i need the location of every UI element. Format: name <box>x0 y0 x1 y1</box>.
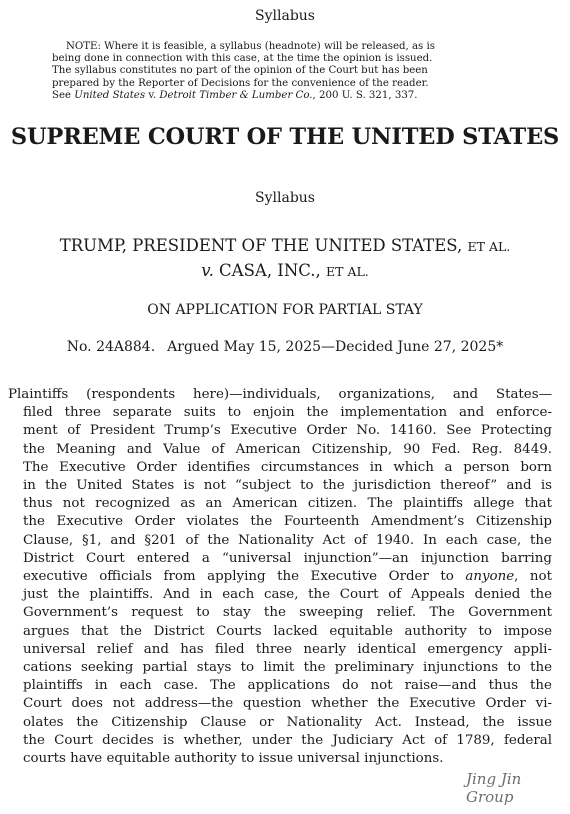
body-line-tail: , not <box>514 569 552 585</box>
petitioner: TRUMP, PRESIDENT OF THE UNITED STATES, <box>59 236 463 255</box>
caption-line-2 <box>0 259 570 284</box>
court-name: SUPREME COURT OF THE UNITED STATES <box>10 124 560 150</box>
note-citation <box>52 90 512 102</box>
body-line-head: executive officials from applying the Executive Order to <box>23 569 466 585</box>
emphasis-word: anyone <box>465 569 515 585</box>
et-al: ET AL. <box>326 264 369 279</box>
body-line: courts have equitable authority to issue universal injunctions. <box>23 751 444 767</box>
docket-line <box>0 339 570 355</box>
body-line: plaintiffs in each case. The applications do not raise—and thus the <box>23 678 552 694</box>
note-line: prepared by the Reporter of Decisions for the convenience of the reader. <box>52 77 429 89</box>
body-line: filed three separate suits to enjoin the implementation and enforce- <box>23 405 552 421</box>
headnote-notice <box>52 41 512 102</box>
note-line: The syllabus constitutes no part of the opinion of the Court but has been <box>52 65 428 77</box>
body-line: argues that the District Courts lacked equitable authority to impose <box>23 623 552 639</box>
body-line: the Meaning and Value of American Citizenship, 90 Fed. Reg. 8449. <box>23 441 552 457</box>
body-line: Court does not address—the question whether the Executive Order vi- <box>23 696 552 712</box>
syllabus-body <box>8 386 552 768</box>
body-line: Plaintiffs (respondents here)—individuals, organizations, and States— <box>8 387 552 402</box>
citation-suffix: , 200 U. S. 321, 337. <box>312 89 418 101</box>
body-line: thus not recognized as an American citizen. The plaintiffs allege that <box>23 496 552 512</box>
body-line: Clause, §1, and §201 of the Nationality Act of 1940. In each case, the <box>23 532 552 548</box>
body-line-mixed <box>8 568 552 586</box>
case-caption <box>0 234 570 284</box>
body-line: just the plaintiffs. And in each case, the Court of Appeals denied the <box>23 587 552 603</box>
body-line: District Court entered a “universal injunction”—an injunction barring <box>23 550 552 566</box>
docket-number: No. 24A884. <box>66 339 156 355</box>
body-line: the Court decides is whether, under the Judiciary Act of 1789, federal <box>23 732 552 748</box>
body-line: The Executive Order identifies circumstances in which a person born <box>23 459 552 475</box>
argued-decided: Argued May 15, 2025—Decided June 27, 2025* <box>167 339 504 355</box>
body-line: universal relief and has filed three nearly identical emergency appli- <box>23 641 552 657</box>
syllabus-label: Syllabus <box>255 190 315 206</box>
application-type: ON APPLICATION FOR PARTIAL STAY <box>147 302 423 318</box>
watermark: Jing Jin Group <box>466 770 522 806</box>
body-line: cations seeking partial stays to limit the preliminary injunctions to the <box>23 660 552 676</box>
body-line: Government’s request to stay the sweeping relief. The Government <box>23 605 552 621</box>
body-line: olates the Citizenship Clause or Nationality Act. Instead, the issue <box>23 714 552 730</box>
note-line: being done in connection with this case, at the time the opinion is issued. <box>52 53 433 65</box>
body-line: the Executive Order violates the Fourteenth Amendment’s Citizenship <box>23 514 552 530</box>
case-name-b: Detroit Timber & Lumber Co. <box>159 89 313 101</box>
note-line: NOTE: Where it is feasible, a syllabus (headnote) will be released, as is <box>66 41 436 52</box>
caption-line-1 <box>0 234 570 259</box>
body-line: in the United States is not “subject to the jurisdiction thereof” and is <box>23 478 552 494</box>
et-al: ET AL. <box>467 239 511 254</box>
case-name-a: United States <box>74 89 146 101</box>
body-line: ment of President Trump’s Executive Order No. 14160. See Protecting <box>23 423 552 439</box>
running-header: Syllabus <box>255 8 315 24</box>
see-prefix: See <box>52 89 75 101</box>
versus: v. <box>201 261 214 280</box>
respondent: CASA, INC., <box>213 261 321 280</box>
versus: v. <box>145 89 160 101</box>
